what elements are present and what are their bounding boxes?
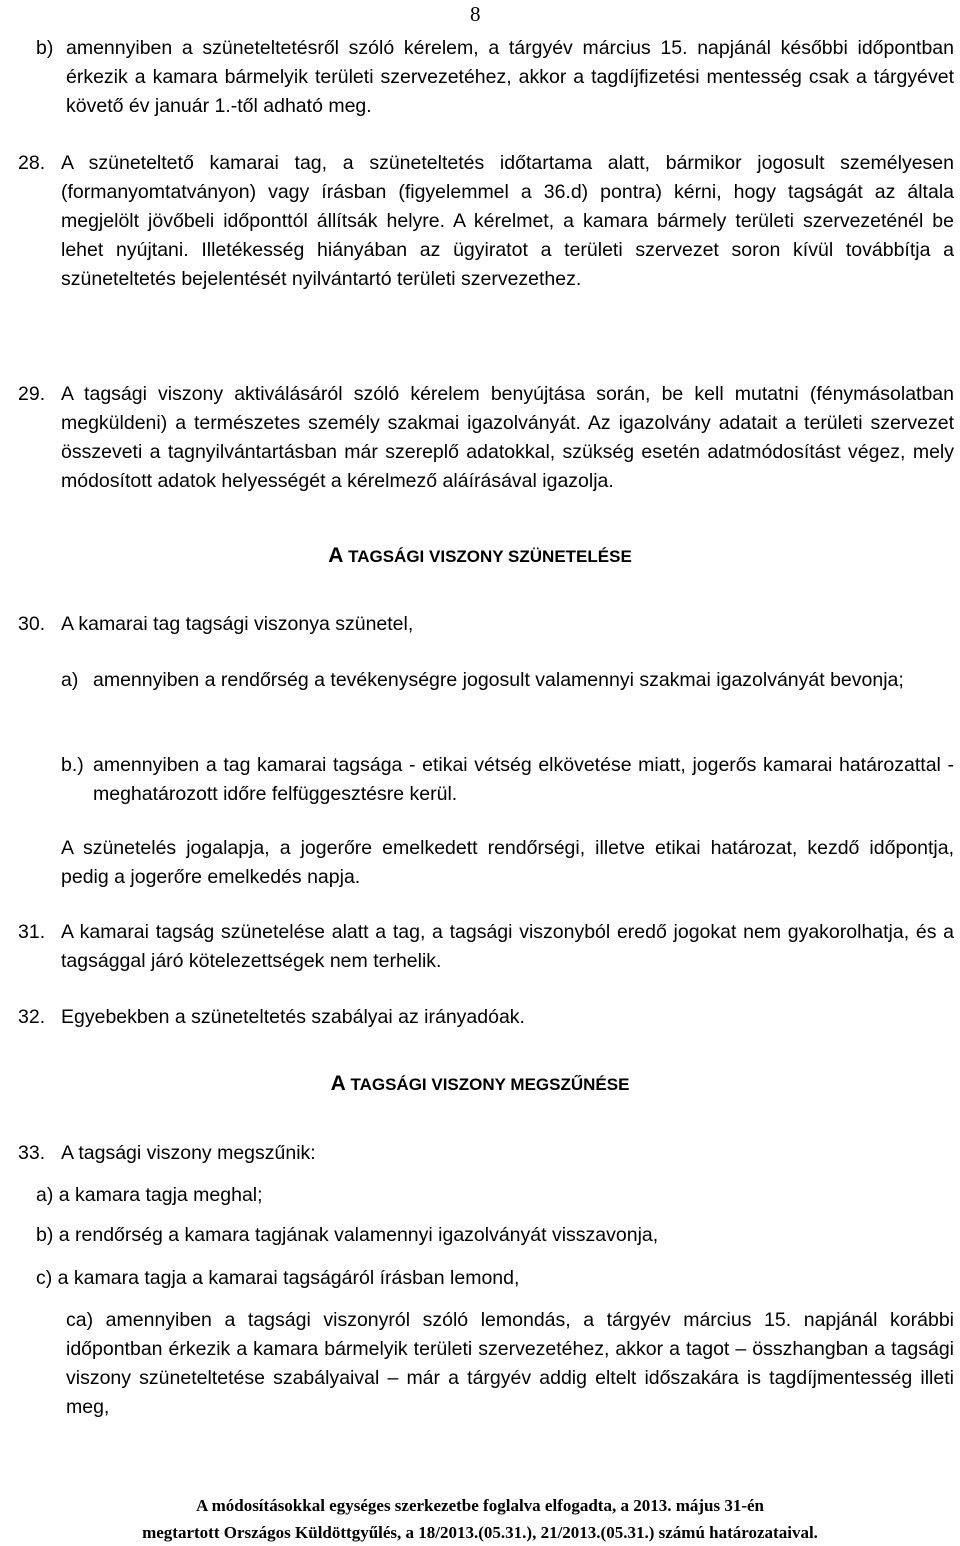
- heading-rest: TAGSÁGI VISZONY MEGSZŰNÉSE: [345, 1075, 630, 1094]
- p33-item-a: a) a kamara tagja meghal;: [36, 1184, 263, 1206]
- page-footer: [0, 1492, 960, 1546]
- item-b-text: amennyiben a szüneteltetésről szóló kérelem, a tárgyév március 15. napjánál későbbi időpontban érkezik a kamara bármelyik területi szervezetéhez, akkor a tagdíjfizetési mentesség csak a tárgyévet követő év január 1.-től adható meg.: [66, 37, 954, 117]
- p30-number: 30.: [18, 613, 46, 635]
- footer-line-1: A módosításokkal egységes szerkezetbe foglalva elfogadta, a 2013. május 31-én: [195, 1496, 765, 1515]
- heading-rest: TAGSÁGI VISZONY SZÜNETELÉSE: [343, 547, 632, 566]
- footer-line-2: megtartott Országos Küldöttgyűlés, a 18/2013.(05.31.), 21/2013.(05.31.) számú határozataival.: [142, 1523, 818, 1542]
- section-heading-termination: [0, 1072, 960, 1096]
- p33-item-b: b) a rendőrség a kamara tagjának valamennyi igazolványát visszavonja,: [36, 1224, 659, 1246]
- p30-a-text: amennyiben a rendőrség a tevékenységre jogosult valamennyi szakmai igazolványát bevonja;: [93, 669, 904, 691]
- p28-text: A szüneteltető kamarai tag, a szüneteltetés időtartama alatt, bármikor jogosult személyesen (formanyomtatványon) vagy írásban (figyelemmel a 36.d) pontra) kérni, hogy tagságát az általa megjelölt jövőbeli időponttól állítsák helyre. A kérelmet, a kamara bármely területi szervezeténél be lehet nyújtani. Illetékesség hiányában az ügyiratot a területi szervezet soron kívül továbbítja a szüneteltetés bejelentését nyilvántartó területi szervezethez.: [61, 152, 954, 290]
- p33-number: 33.: [18, 1142, 46, 1164]
- p30-closing: A szünetelés jogalapja, a jogerőre emelkedett rendőrségi, illetve etikai határozat, kezdő időpontja, pedig a jogerőre emelkedés napja.: [61, 837, 954, 888]
- p33-intro: A tagsági viszony megszűnik:: [61, 1142, 316, 1164]
- p30-a-label: a): [61, 669, 79, 691]
- p30-b-text: amennyiben a tag kamarai tagsága - etikai vétség elkövetése miatt, jogerős kamarai határozattal - meghatározott időre felfüggesztésre kerül.: [93, 754, 954, 805]
- p32-number: 32.: [18, 1006, 46, 1028]
- p31-text: A kamarai tagság szünetelése alatt a tag, a tagsági viszonyból eredő jogokat nem gyakorolhatja, és a tagsággal járó kötelezettségek nem terhelik.: [61, 921, 954, 972]
- heading-initial: A: [328, 544, 344, 567]
- p32-text: Egyebekben a szüneteltetés szabályai az irányadóak.: [61, 1006, 525, 1028]
- heading-initial: A: [330, 1072, 346, 1095]
- p33-item-c: c) a kamara tagja a kamarai tagságáról írásban lemond,: [36, 1267, 520, 1289]
- item-b-label: b): [36, 37, 54, 59]
- p30-intro: A kamarai tag tagsági viszonya szünetel,: [61, 613, 414, 635]
- p28-number: 28.: [18, 152, 46, 174]
- section-heading-suspension: [0, 544, 960, 568]
- page-number: 8: [470, 2, 481, 26]
- p29-number: 29.: [18, 383, 46, 405]
- p29-text: A tagsági viszony aktiválásáról szóló kérelem benyújtása során, be kell mutatni (fénymásolatban megküldeni) a természetes személy szakmai igazolványát. Az igazolvány adatait a területi szervezet összeveti a tagnyilvántartásban már szereplő adatokkal, szükség esetén adatmódosítást végez, mely módosított adatok helyességét a kérelmező aláírásával igazolja.: [61, 383, 954, 492]
- p33-item-ca: ca) amennyiben a tagsági viszonyról szóló lemondás, a tárgyév március 15. napjánál korábbi időpontban érkezik a kamara bármelyik területi szervezetéhez, akkor a tagot – összhangban a tagsági viszony szüneteltetése szabályaival – már a tárgyév addig eltelt időszakára is tagdíjmentesség illeti meg,: [66, 1309, 954, 1418]
- p31-number: 31.: [18, 921, 46, 943]
- p30-b-label: b.): [61, 754, 84, 776]
